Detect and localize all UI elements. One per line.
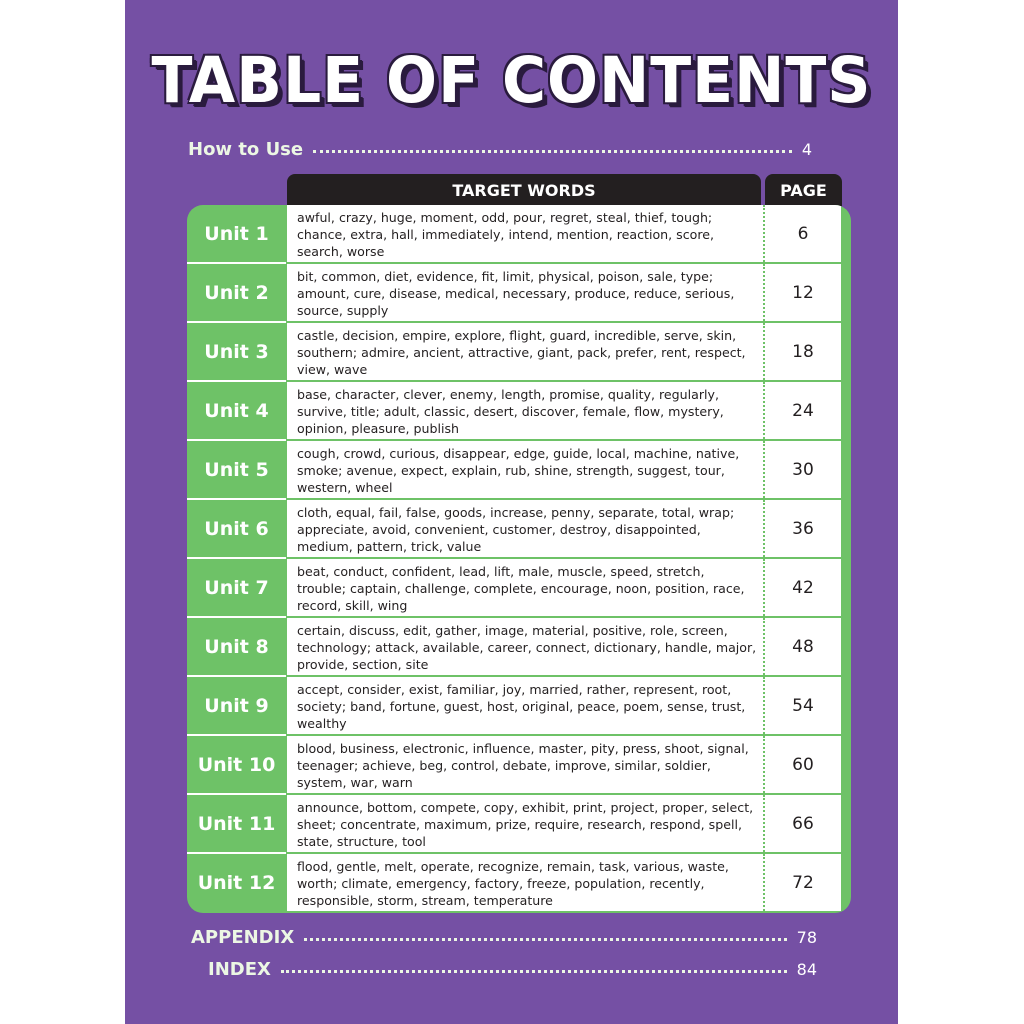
target-words-cell [287, 559, 763, 616]
table-row[interactable] [187, 205, 851, 264]
page-number-cell: 54 [763, 677, 841, 734]
unit-label: Unit 8 [204, 635, 269, 658]
page-number-cell: 12 [763, 264, 841, 321]
dot-leader [304, 938, 786, 941]
unit-label: Unit 12 [197, 871, 276, 894]
table-row[interactable] [187, 441, 851, 500]
unit-label: Unit 9 [204, 694, 269, 717]
target-words-text: cloth, equal, fail, false, goods, increase, penny, separate, total, wrap; appreciate, avoid, convenient, customer, destroy, disappointed, medium, pattern, trick, value [297, 505, 735, 554]
page-number-cell: 36 [763, 500, 841, 557]
target-words-cell [287, 205, 763, 262]
target-words-cell [287, 264, 763, 321]
page-number-cell: 48 [763, 618, 841, 675]
target-words-text: castle, decision, empire, explore, flight, guard, incredible, serve, skin, southern; admire, ancient, attractive, giant, pack, prefer, rent, respect, view, wave [297, 328, 746, 377]
target-words-cell [287, 382, 763, 439]
target-words-text: certain, discuss, edit, gather, image, material, positive, role, screen, technology; attack, available, career, connect, dictionary, handle, major, provide, section, site [297, 623, 757, 672]
page-header: PAGE [765, 174, 842, 206]
table-row[interactable] [187, 382, 851, 441]
page-number-cell: 66 [763, 795, 841, 852]
target-words-text: awful, crazy, huge, moment, odd, pour, regret, steal, thief, tough; chance, extra, hall, immediately, intend, mention, reaction, score, search, worse [297, 210, 714, 259]
unit-label: Unit 10 [197, 753, 276, 776]
contents-page [125, 0, 898, 1024]
unit-label: Unit 7 [204, 576, 269, 599]
page-number-cell: 24 [763, 382, 841, 439]
appendix-label: APPENDIX [191, 927, 295, 948]
dot-leader [281, 970, 787, 973]
page-number-cell: 60 [763, 736, 841, 793]
page-title: TABLE OF CONTENTS [151, 44, 872, 118]
target-words-cell [287, 618, 763, 675]
page-number-cell: 42 [763, 559, 841, 616]
target-words-text: announce, bottom, compete, copy, exhibit, print, project, proper, select, sheet; concentrate, maximum, prize, require, research, respond, spell, state, structure, tool [297, 800, 754, 849]
table-row[interactable] [187, 854, 851, 913]
table-row[interactable] [187, 559, 851, 618]
units-table [187, 205, 851, 913]
toc-entry-how-to-use[interactable] [188, 139, 812, 160]
page-number-cell: 72 [763, 854, 841, 911]
target-words-text: beat, conduct, confident, lead, lift, male, muscle, speed, stretch, trouble; captain, challenge, complete, encourage, noon, position, race, record, skill, wing [297, 564, 745, 613]
page-number-cell: 6 [763, 205, 841, 262]
page-number-cell: 18 [763, 323, 841, 380]
unit-label: Unit 2 [204, 281, 269, 304]
table-row[interactable] [187, 795, 851, 854]
target-words-text: cough, crowd, curious, disappear, edge, guide, local, machine, native, smoke; avenue, expect, explain, rub, shine, strength, suggest, tour, western, wheel [297, 446, 740, 495]
table-row[interactable] [187, 323, 851, 382]
target-words-cell [287, 736, 763, 793]
target-words-text: blood, business, electronic, influence, master, pity, press, shoot, signal, teenager; achieve, beg, control, debate, improve, similar, soldier, system, war, warn [297, 741, 749, 790]
target-words-header: TARGET WORDS [287, 174, 761, 206]
index-page: 84 [796, 960, 817, 979]
table-row[interactable] [187, 677, 851, 736]
table-row[interactable] [187, 736, 851, 795]
toc-entry-appendix[interactable] [191, 927, 817, 948]
target-words-cell [287, 795, 763, 852]
target-words-text: base, character, clever, enemy, length, promise, quality, regularly, survive, title; adult, classic, desert, discover, female, flow, mystery, opinion, pleasure, publish [297, 387, 724, 436]
unit-label: Unit 11 [197, 812, 276, 835]
how-to-use-page: 4 [801, 140, 812, 159]
unit-label: Unit 4 [204, 399, 269, 422]
target-words-text: flood, gentle, melt, operate, recognize, remain, task, various, waste, worth; climate, emergency, factory, freeze, population, recently, responsible, storm, stream, temperature [297, 859, 729, 908]
table-row[interactable] [187, 500, 851, 559]
target-words-cell [287, 500, 763, 557]
unit-label: Unit 1 [204, 222, 269, 245]
toc-entry-index[interactable] [208, 959, 817, 980]
target-words-cell [287, 323, 763, 380]
unit-label: Unit 5 [204, 458, 269, 481]
index-label: INDEX [208, 959, 271, 980]
target-words-text: accept, consider, exist, familiar, joy, married, rather, represent, root, society; band, fortune, guest, host, original, peace, poem, sense, trust, wealthy [297, 682, 746, 731]
target-words-cell [287, 854, 763, 911]
appendix-page: 78 [796, 928, 817, 947]
table-row[interactable] [187, 618, 851, 677]
unit-label: Unit 3 [204, 340, 269, 363]
table-row[interactable] [187, 264, 851, 323]
how-to-use-label: How to Use [188, 139, 304, 160]
target-words-cell [287, 677, 763, 734]
page-number-cell: 30 [763, 441, 841, 498]
dot-leader [313, 150, 792, 153]
target-words-cell [287, 441, 763, 498]
target-words-text: bit, common, diet, evidence, fit, limit, physical, poison, sale, type; amount, cure, disease, medical, necessary, produce, reduce, serious, source, supply [297, 269, 735, 318]
unit-label: Unit 6 [204, 517, 269, 540]
